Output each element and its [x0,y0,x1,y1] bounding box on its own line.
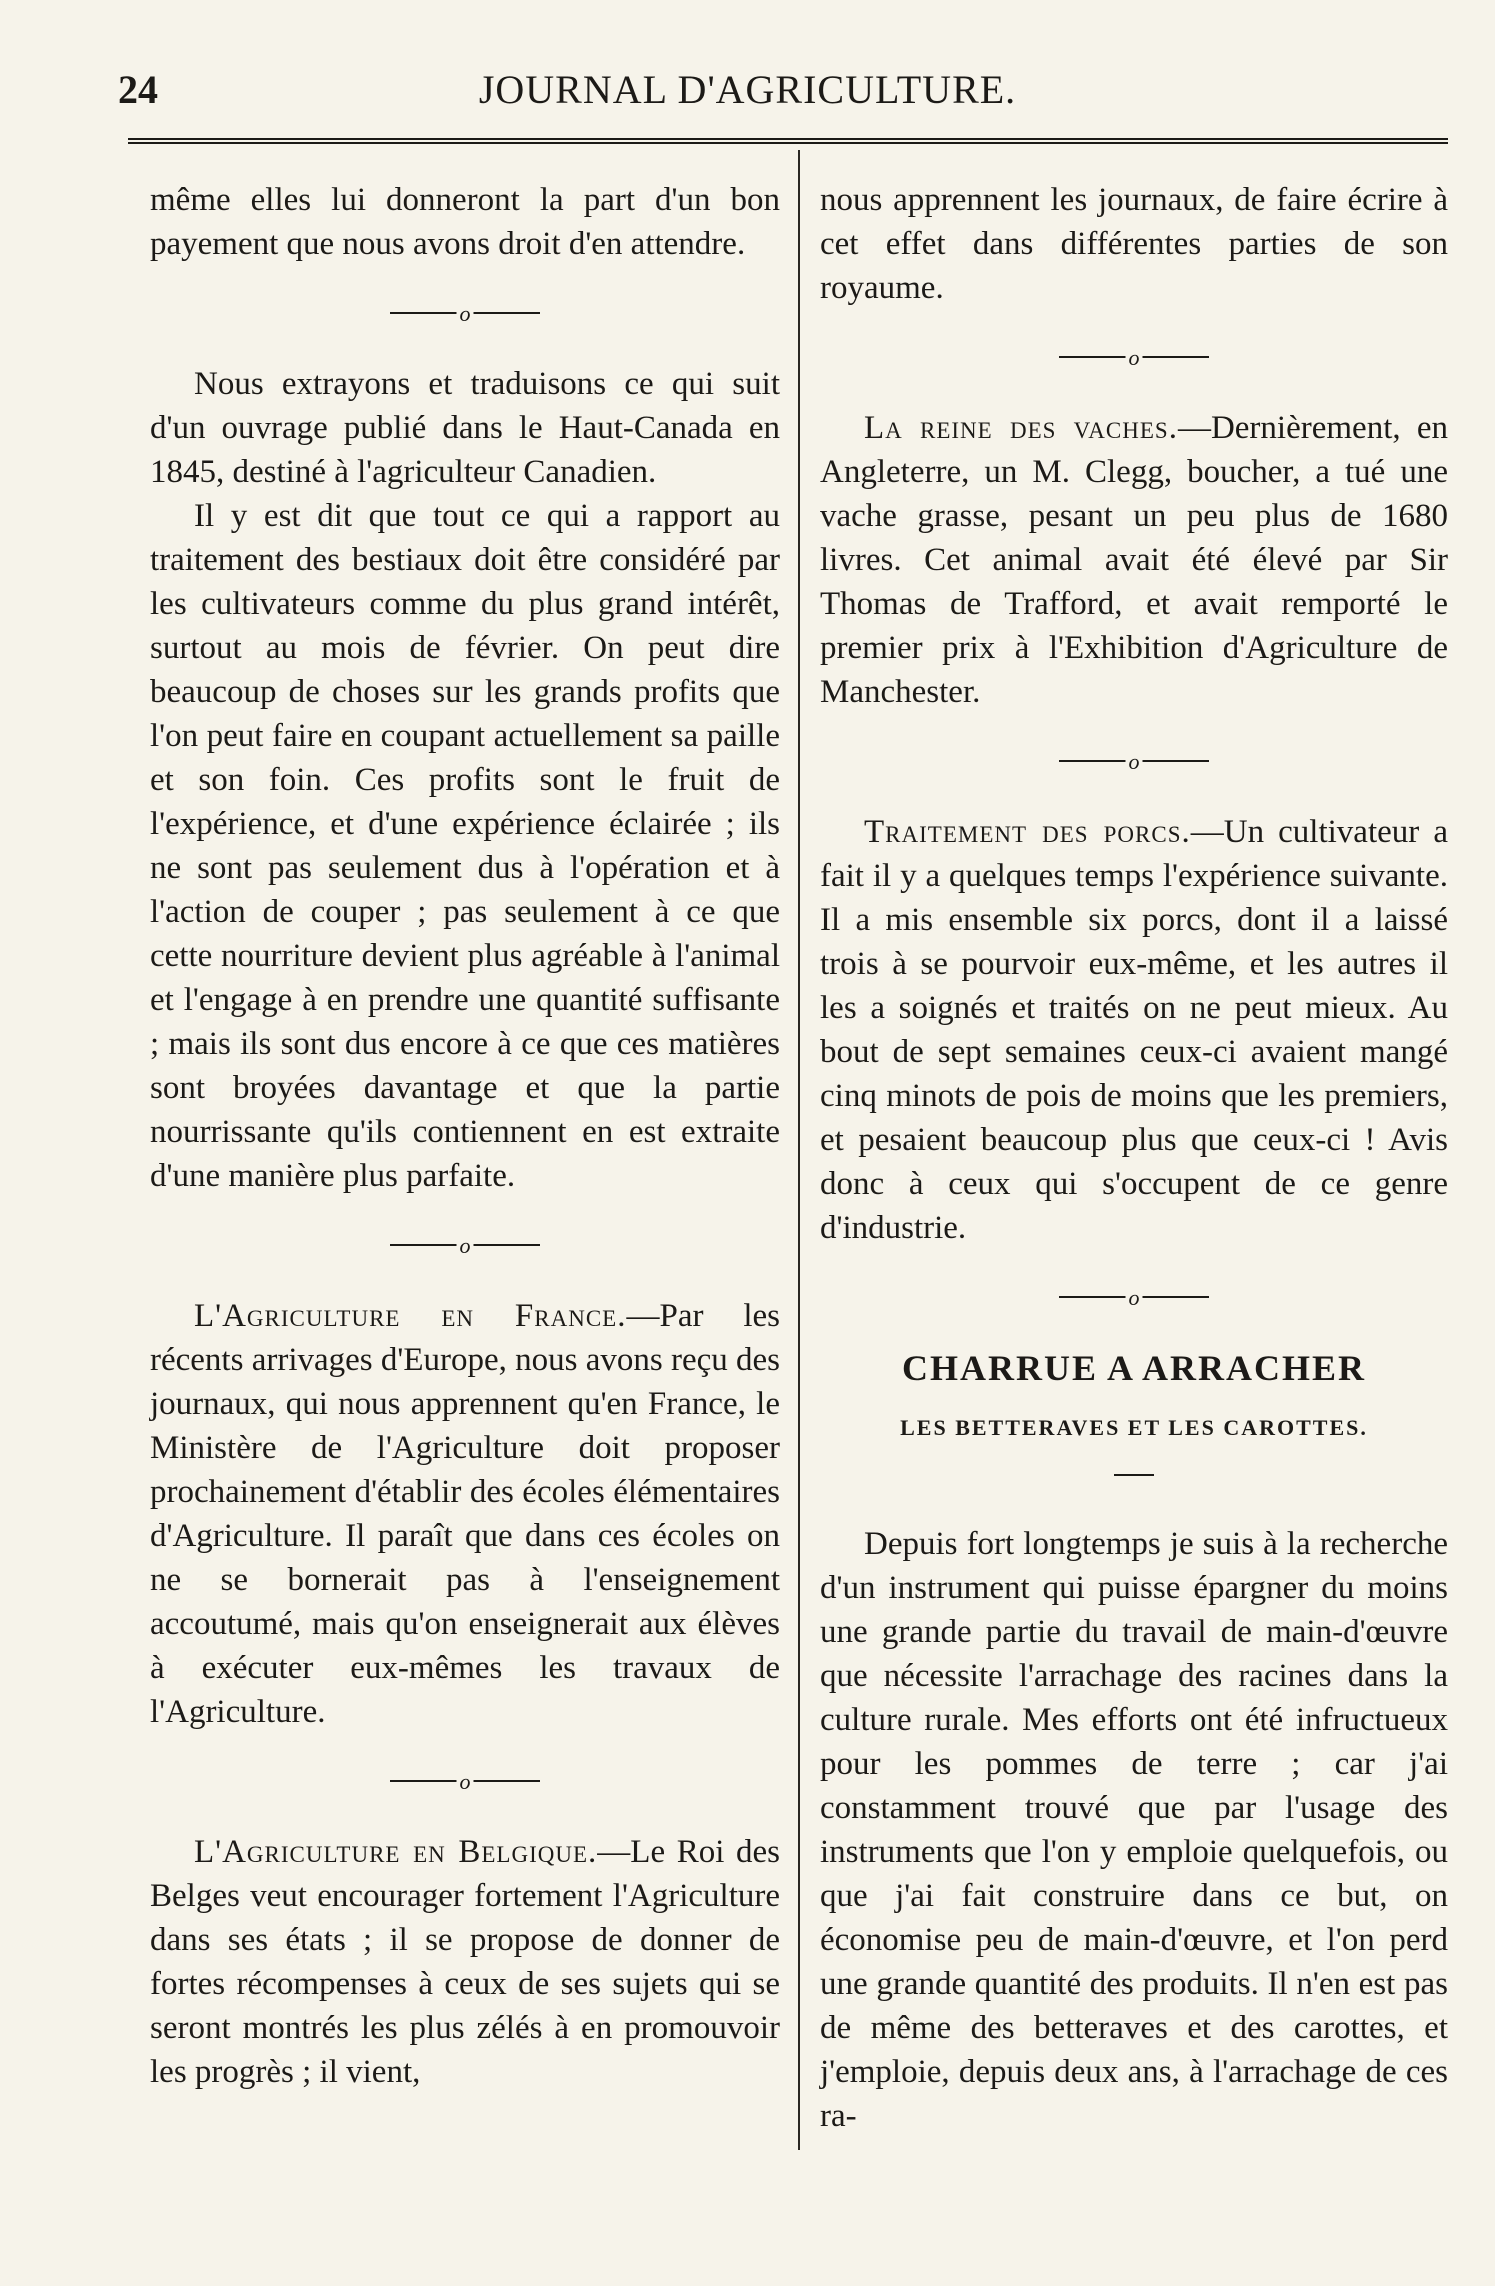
section-separator [820,310,1448,406]
page-number: 24 [118,67,158,112]
article-heading: CHARRUE A ARRACHER [901,1348,1367,1388]
section-separator [820,714,1448,810]
separator-glyph: o [457,1760,474,1804]
article-agriculture-france [150,1294,780,1734]
right-column [820,178,1448,2138]
article-body: —Dernièrement, en Angleterre, un M. Clegg, boucher, a tué une vache grasse, pesant un peu plus de 1680 livres. Cet animal avait été élevé par Sir Thomas de Trafford, et avait remporté le premier prix à l'Exhibition d'Agriculture de Manchester. [820,410,1448,710]
separator-glyph: o [457,292,474,336]
continuation-paragraph: nous apprennent les journaux, de faire écrire à cet effet dans différentes parties de son royaume. [820,182,1448,306]
article-paragraph: Nous extrayons et traduisons ce qui suit d'un ouvrage publié dans le Haut-Canada en 1845, destiné à l'agriculteur Canadien. [150,366,780,490]
continuation-paragraph: même elles lui donneront la part d'un bon payement que nous avons droit d'en attendre. [150,182,780,262]
article-agriculture-belgique [150,1830,780,2094]
article-title: L'Agriculture en France. [194,1298,627,1334]
header-rule [128,138,1448,144]
column-divider [798,150,800,2150]
section-separator [150,1198,780,1294]
section-separator [820,1250,1448,1346]
article-traitement-des-porcs [820,810,1448,1250]
article-paragraph: Il y est dit que tout ce qui a rapport au traitement des bestiaux doit être considéré par les cultivateurs comme du plus grand intérêt, surtout au mois de février. On peut dire beaucoup de choses sur les grands profits que l'on peut faire en coupant actuellement sa paille et son foin. Ces profits sont le fruit de l'expérience, et d'une expérience éclairée ; ils ne sont pas seulement dus à l'opération et à l'action de couper ; pas seulement à ce que cette nourriture devient plus agréable à l'animal et l'engage à en prendre une quantité suffisante ; mais ils sont dus encore à ce que ces matières sont broyées davantage et que la partie nourrissante qu'ils contiennent en est extraite d'une manière plus parfaite. [150,498,780,1194]
left-column [150,178,780,2094]
running-title: JOURNAL D'AGRICULTURE. [478,67,1017,112]
article-body: —Par les récents arrivages d'Europe, nous avons reçu des journaux, qui nous apprennent qu'en France, le Ministère de l'Agriculture doit proposer prochainement d'établir des écoles élémentaires d'Agriculture. Il paraît que dans ces écoles on ne se bornerait pas à l'enseignement accoutumé, mais qu'on enseignerait aux élèves à exécuter eux-mêmes les travaux de l'Agriculture. [150,1298,780,1730]
article-body: —Un cultivateur a fait il y a quelques temps l'expérience suivante. Il a mis ensemble six porcs, dont il a laissé trois à se pourvoir eux-même, et les autres il les a soignés et traités on ne peut mieux. Au bout de sept semaines ceux-ci avaient mangé cinq minots de pois de moins que les premiers, et pesaient beaucoup plus que ceux-ci ! Avis donc à ceux qui s'occupent de ce genre d'industrie. [820,814,1448,1246]
article-title: Traitement des porcs. [864,814,1191,850]
section-separator [150,266,780,362]
article-subheading: LES BETTERAVES ET LES CAROTTES. [900,1415,1368,1440]
separator-glyph: o [1126,336,1143,380]
page-header [0,0,1495,140]
separator-glyph: o [1126,1276,1143,1320]
section-separator [150,1734,780,1830]
article-paragraph: Depuis fort longtemps je suis à la recherche d'un instrument qui puisse épargner du moins une grande partie du travail de main-d'œuvre que nécessite l'arrachage des racines dans la culture rurale. Mes efforts ont été infructueux pour les pommes de terre ; car j'ai constamment trouvé que par l'usage des instruments que l'on y emploie quelquefois, ou que j'ai fait construire dans ce but, on économise peu de main-d'œuvre, et l'on perd une grande quantité des produits. Il n'en est pas de même des betteraves et des carottes, et j'emploie, depuis deux ans, à l'arrachage de ces ra- [820,1526,1448,2134]
article-title: La reine des vaches. [864,410,1178,446]
article-body: —Le Roi des Belges veut encourager fortement l'Agriculture dans ses états ; il se propose de donner de fortes récompenses à ceux de ses sujets qui se seront montrés les plus zélés à en promouvoir les progrès ; il vient, [150,1834,780,2090]
short-dash-rule [1114,1474,1154,1476]
separator-glyph: o [1126,740,1143,784]
separator-glyph: o [457,1224,474,1268]
article-title: L'Agriculture en Belgique. [194,1834,598,1870]
article-reine-des-vaches [820,406,1448,714]
